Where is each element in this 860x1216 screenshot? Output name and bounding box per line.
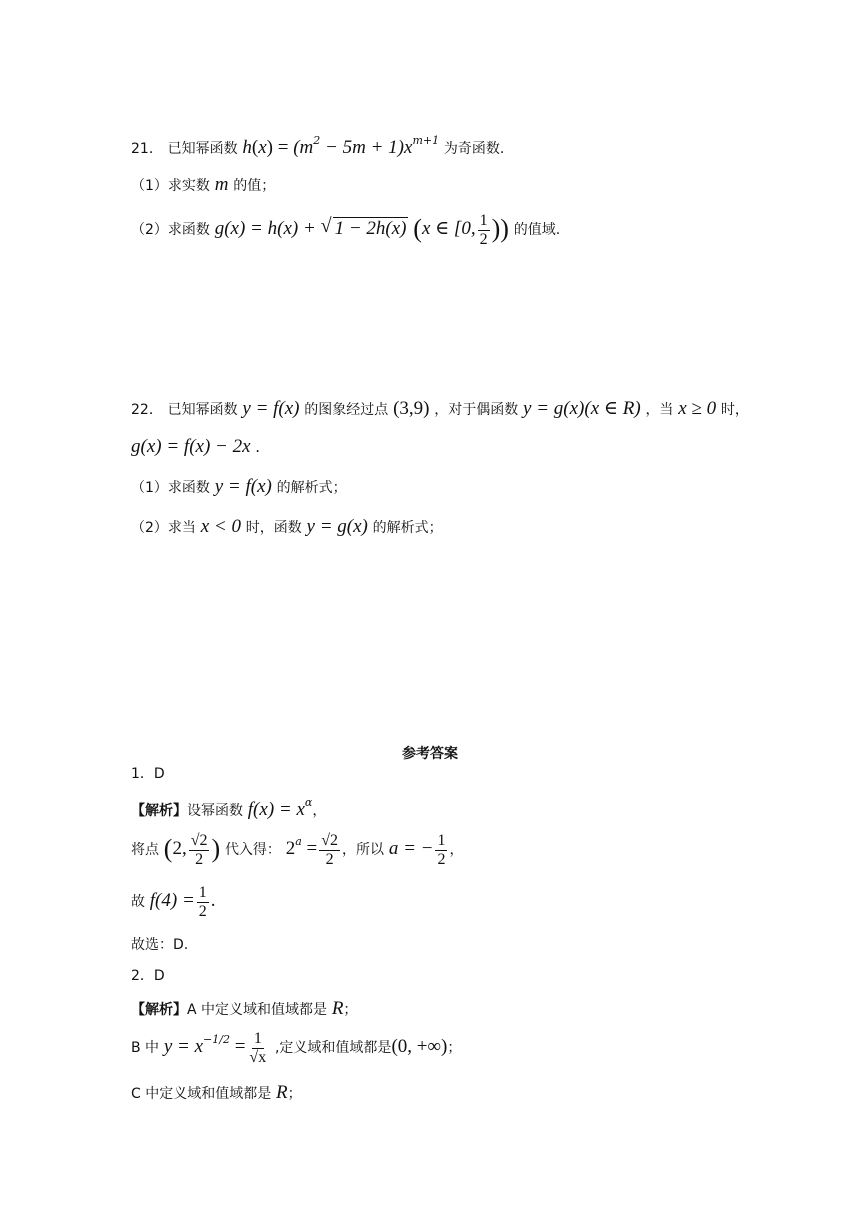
q21-sqrt: √ 1 − 2h(x) bbox=[321, 218, 409, 241]
answer-1-number: 1．D bbox=[131, 766, 165, 782]
q21-expr-b: − 5m + 1) bbox=[320, 137, 404, 158]
answer-1-frac-sqrt2: $\frac{√2}{2}$ bbox=[190, 832, 208, 868]
answer-2-line-b: B 中 $y = x^{-1/2}$ = $\frac{1}{√x}$ ,定义域和值域都是(0, +∞)； bbox=[131, 1030, 462, 1066]
answer-1-choice: 故选：D. bbox=[131, 937, 189, 953]
q22-number: 22． bbox=[131, 402, 163, 418]
q22-point: (3,9) bbox=[393, 398, 430, 419]
answer-1-line3: 故 f(4) = $\frac{1}{2}$ . bbox=[131, 884, 216, 920]
q22-part1: （1）求函数 y = f(x) 的解析式； bbox=[131, 476, 347, 497]
answer-1-line2: 将点 (2, $\frac{√2}{2}$ ) 代入得： $2^a$ = $\frac{√2}{2}$ ，所以 a = − $\frac{1}{2}$ ， bbox=[131, 832, 464, 868]
answer-2-line-a: 【解析】A 中定义域和值域都是 R； bbox=[131, 998, 358, 1019]
q21-var-m: m bbox=[214, 174, 229, 195]
q22-cond: x ≥ 0 bbox=[678, 398, 717, 419]
answers-heading: 参考答案 bbox=[402, 746, 458, 762]
q21-part2: （2）求函数 g(x) = h(x) + √ 1 − 2h(x) (x ∈ [0, $\frac{1}{2}$ )) 的值域. bbox=[131, 212, 560, 248]
q21-number: 21． bbox=[131, 141, 163, 157]
q22-line: 22． 已知幂函数 y = f(x) 的图象经过点 (3,9) ，对于偶函数 y = g(x)(x ∈ R) ，当 x ≥ 0 时， bbox=[131, 398, 749, 419]
q21-part1: （1）求实数 m 的值； bbox=[131, 174, 276, 195]
q22-expr-f: y = f(x) bbox=[242, 398, 300, 419]
q21-half: $\frac{1}{2}$ bbox=[479, 212, 488, 248]
q22-part2: （2）求当 x < 0 时，函数 y = g(x) 的解析式； bbox=[131, 516, 443, 537]
q21-intro: 已知幂函数 bbox=[167, 141, 238, 157]
q22-expr-g: y = g(x)(x ∈ R) bbox=[523, 398, 641, 419]
answer-2-line-c: C 中定义域和值域都是 R； bbox=[131, 1082, 302, 1103]
q21-domain: x ∈ [0, bbox=[421, 218, 476, 240]
q21-g-expr: g(x) = h(x) + bbox=[214, 218, 316, 240]
answer-2-number: 2．D bbox=[131, 968, 165, 984]
q22-line2: g(x) = f(x) − 2x . bbox=[131, 436, 261, 457]
q21-line: 21． 已知幂函数 $h(x) = (m^2 - 5m + 1)x^{m+1}$ 为奇函数. bbox=[131, 134, 505, 158]
q21-tail: 为奇函数. bbox=[443, 141, 505, 157]
answer-1-line1: 【解析】设幂函数 $f(x) = x^\alpha$， bbox=[131, 796, 327, 820]
q21-exp: m+1 bbox=[412, 134, 440, 147]
q21-func: h bbox=[242, 137, 252, 158]
q21-expr-c: x bbox=[404, 137, 413, 158]
q21-expr-a: (m bbox=[293, 137, 314, 158]
